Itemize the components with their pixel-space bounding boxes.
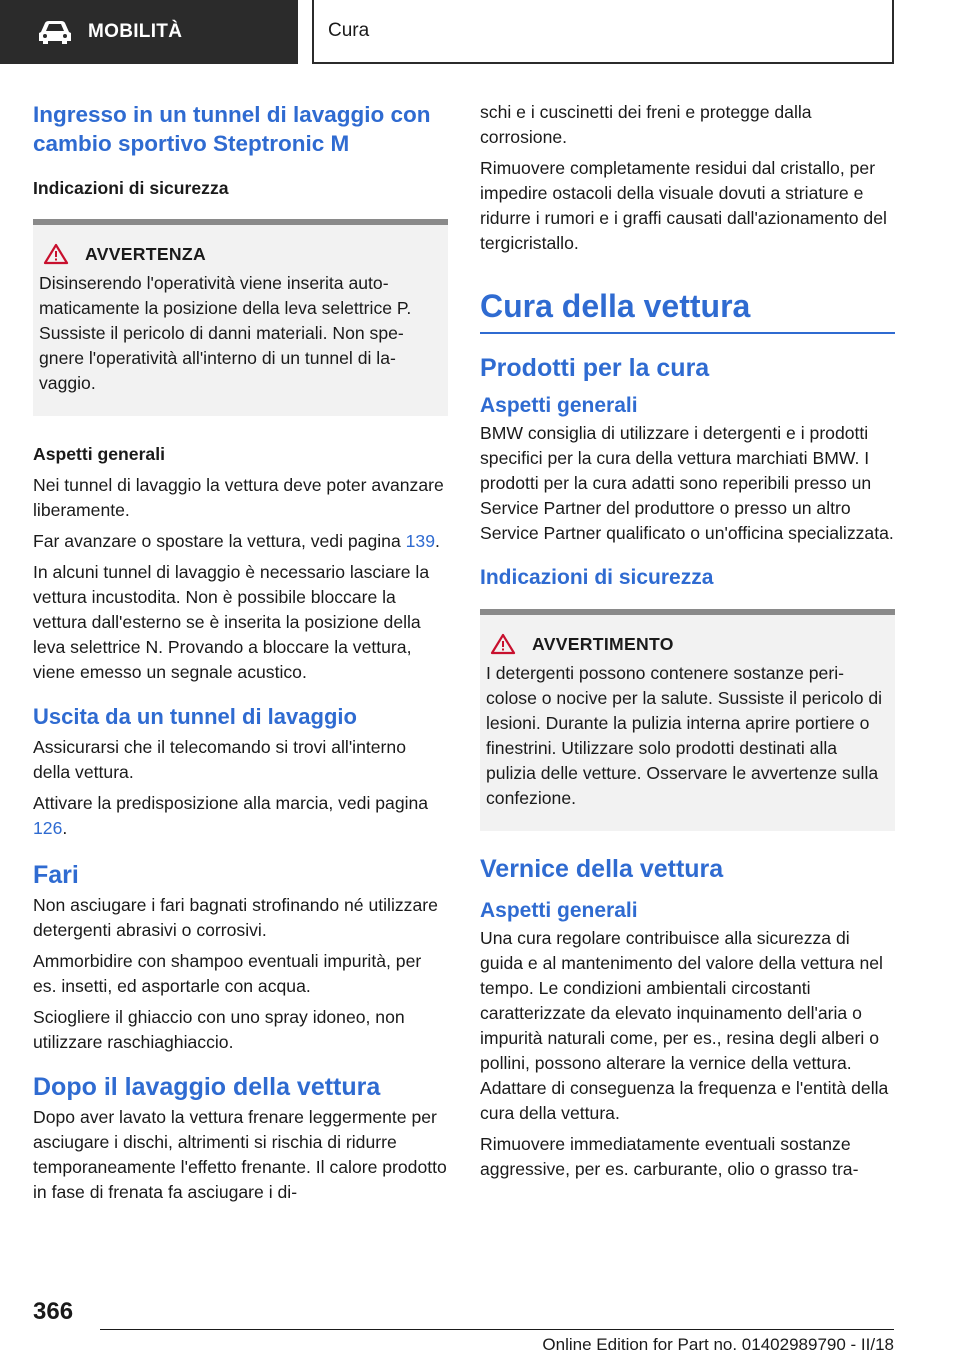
paragraph-text: . xyxy=(434,531,440,551)
warning-triangle-icon xyxy=(490,633,516,655)
paragraph-ref xyxy=(33,529,448,554)
paragraph: Sciogliere il ghiaccio con uno spray idoneo, non utilizzare raschiaghiaccio. xyxy=(33,1007,405,1052)
heading-rule xyxy=(480,332,895,334)
page-number: 366 xyxy=(33,1298,74,1325)
heading-products: Prodotti per la cura xyxy=(480,354,710,382)
heading-after-wash: Dopo il lavaggio della vettura xyxy=(33,1073,381,1101)
paragraph: Rimuovere completamente residui dal cristallo, per impedire ostacoli della visuale dovuti a striature e ridurre i rumori e i graffi causati dall'azionamento del tergicristallo. xyxy=(480,158,887,253)
heading-entry-tunnel: Ingresso in un tunnel di lavaggio con cambio sportivo Steptronic M xyxy=(33,102,431,156)
paragraph: BMW consiglia di utilizzare i detergenti e i prodotti specifici per la cura della vettura marchiati BMW. I prodotti per la cura adatti sono reperibili presso un Service Partner del produttore o presso un altro Service Partner qualificato o un'officina specializzata. xyxy=(480,423,894,543)
paragraph: Rimuovere immediatamente eventuali sostanze aggressive, per es. carburante, olio o grasso tra- xyxy=(480,1134,859,1179)
heading-exit-tunnel: Uscita da un tunnel di lavaggio xyxy=(33,704,357,729)
paragraph-text: Attivare la predisposizione alla marcia, vedi pagina xyxy=(33,793,429,813)
page-link-126[interactable]: 126 xyxy=(33,818,63,838)
paragraph-ref xyxy=(33,791,448,841)
page-link-139[interactable]: 139 xyxy=(405,531,435,551)
warning-text: Disinserendo l'operatività viene inserita automaticamente la posizione della leva selettrice P. Sussiste il pericolo di danni materiali. Non spegnere l'operatività all'interno di un tunnel di lavaggio. xyxy=(39,273,412,393)
heading-lights: Fari xyxy=(33,861,79,889)
paragraph: Non asciugare i fari bagnati strofinando né utilizzare detergenti abrasivi o corrosivi. xyxy=(33,895,438,940)
warning-box-2 xyxy=(480,609,895,831)
paragraph: schi e i cuscinetti dei freni e protegge dalla corrosione. xyxy=(480,102,812,147)
paragraph: Una cura regolare contribuisce alla sicurezza di guida e al mantenimento del valore della vettura nel tempo. Le condizioni ambientali circostanti caratterizzate da elevato inquinamento dell'aria o impurità naturali come, per es., resina degli alberi o pollini, possono alterare la vernice della vettura. Adattare di conseguenza la frequenza e l'entità della cura della vettura. xyxy=(480,928,889,1123)
subheading-general: Aspetti generali xyxy=(480,394,638,417)
paragraph: Nei tunnel di lavaggio la vettura deve poter avanzare liberamente. xyxy=(33,475,444,520)
footer-rule xyxy=(100,1329,894,1330)
paragraph: Assicurarsi che il telecomando si trovi all'interno della vettura. xyxy=(33,737,406,782)
warning-triangle-icon xyxy=(43,243,69,265)
paragraph: Ammorbidire con shampoo eventuali impurità, per es. insetti, ed asportarle con acqua. xyxy=(33,951,422,996)
left-column xyxy=(33,100,448,1211)
paragraph: In alcuni tunnel di lavaggio è necessario lasciare la vettura incustodita. Non è possibile bloccare la vettura dall'esterno se è inserita la posizione della leva selettrice N. Provando a bloccare la vettura, viene emesso un segnale acustico. xyxy=(33,562,430,682)
subheading-safety: Indicazioni di sicurezza xyxy=(480,566,714,589)
paragraph-text: Far avanzare o spostare la vettura, vedi pagina xyxy=(33,531,406,551)
warning-title: AVVERTIMENTO xyxy=(532,633,674,654)
warning-title: AVVERTENZA xyxy=(85,243,206,264)
header-section-title: MOBILITÀ xyxy=(88,21,183,42)
right-column xyxy=(480,100,895,1188)
car-icon xyxy=(36,19,74,45)
warning-text: I detergenti possono contenere sostanze pericolose o nocive per la salute. Sussiste il pericolo di lesioni. Durante la pulizia interna aprire portiere o finestrini. Utilizzare solo prodotti destinati alla pulizia delle vetture. Osservare le avvertenze sulla confezione. xyxy=(486,663,883,808)
footer-edition: Online Edition for Part no. 01402989790 - II/18 xyxy=(542,1335,894,1354)
header-section-tab[interactable] xyxy=(0,0,298,64)
header-chapter-title: Cura xyxy=(328,20,370,41)
subheading-safety: Indicazioni di sicurezza xyxy=(33,178,229,198)
subheading-general: Aspetti generali xyxy=(480,899,638,922)
warning-box-1 xyxy=(33,219,448,416)
heading-paint: Vernice della vettura xyxy=(480,855,724,883)
header-chapter-tab[interactable] xyxy=(312,0,894,64)
subheading-general: Aspetti generali xyxy=(33,444,165,464)
paragraph-text: . xyxy=(62,818,68,838)
paragraph: Dopo aver lavato la vettura frenare leggermente per asciugare i dischi, altrimenti si rischia di ridurre temporaneamente l'effetto frenante. Il calore prodotto in fase di frenata fa asciugare i di- xyxy=(33,1107,447,1202)
heading-car-care: Cura della vettura xyxy=(480,288,751,324)
